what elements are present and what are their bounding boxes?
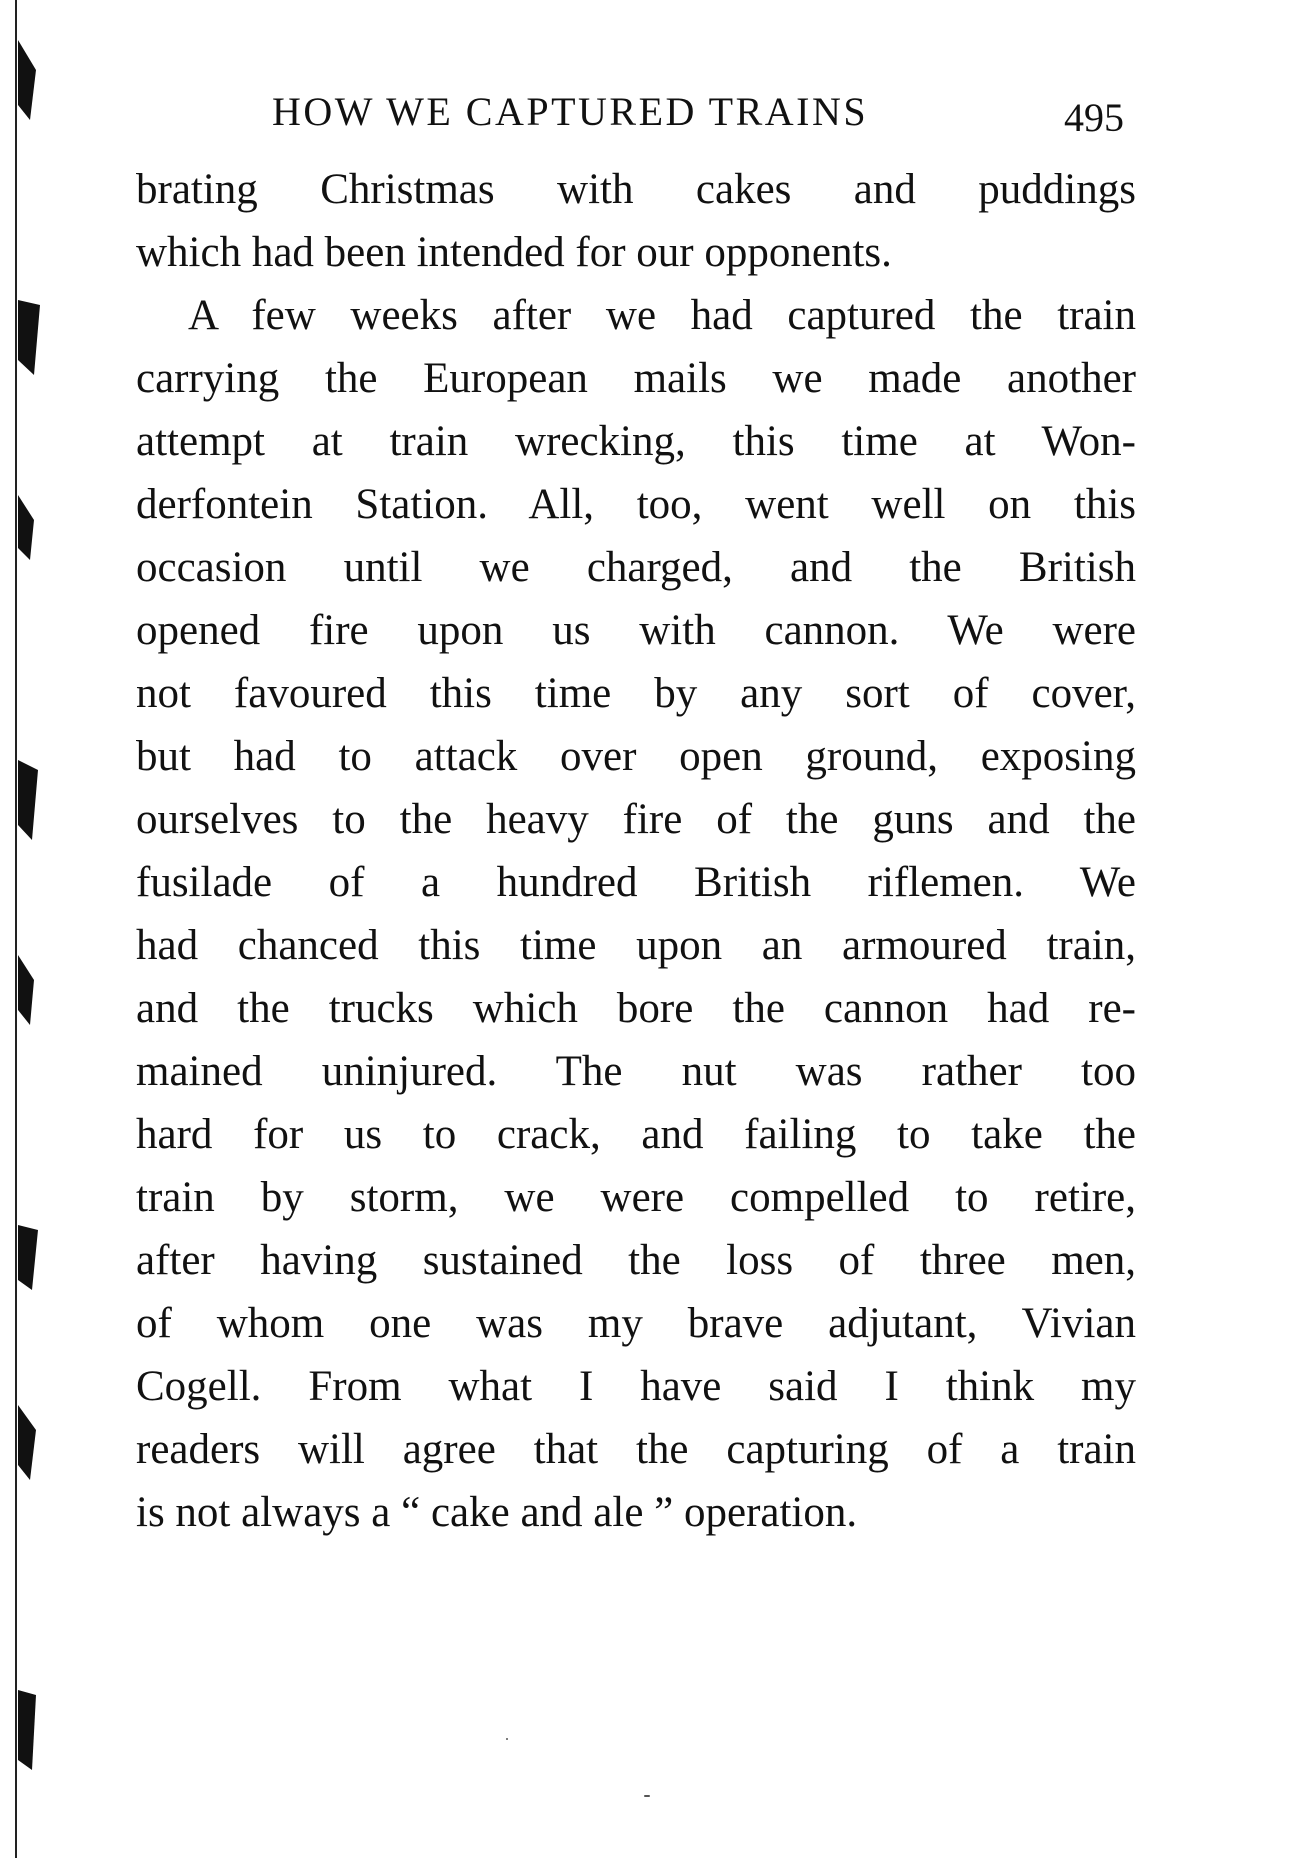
text-line: and the trucks which bore the cannon had re-: [136, 985, 1136, 1032]
text-line: derfontein Station. All, too, went well on this: [136, 481, 1136, 528]
paragraph-continued: [136, 158, 1136, 284]
text-line: had chanced this time upon an armoured train,: [136, 922, 1136, 969]
text-line: A few weeks after we had captured the train: [188, 292, 1136, 339]
paper-speck: [644, 1795, 650, 1797]
text-line: readers will agree that the capturing of a train: [136, 1426, 1136, 1473]
text-line: which had been intended for our opponents.: [136, 229, 892, 276]
text-line: ourselves to the heavy fire of the guns and the: [136, 796, 1136, 843]
binding-edge-marks: [6, 0, 46, 1858]
text-line: carrying the European mails we made another: [136, 355, 1136, 402]
text-line: not favoured this time by any sort of cover,: [136, 670, 1136, 717]
text-line: hard for us to crack, and failing to take the: [136, 1111, 1136, 1158]
text-line: fusilade of a hundred British riflemen. We: [136, 859, 1136, 906]
paragraph: [136, 284, 1136, 1544]
text-line: of whom one was my brave adjutant, Vivian: [136, 1300, 1136, 1347]
text-line: attempt at train wrecking, this time at Won-: [136, 418, 1136, 465]
text-line: but had to attack over open ground, exposing: [136, 733, 1136, 780]
text-line: opened fire upon us with cannon. We were: [136, 607, 1136, 654]
text-line: mained uninjured. The nut was rather too: [136, 1048, 1136, 1095]
body-text: [136, 158, 1136, 1544]
text-line: train by storm, we were compelled to retire,: [136, 1174, 1136, 1221]
text-line: brating Christmas with cakes and puddings: [136, 166, 1136, 213]
text-line: is not always a “ cake and ale ” operation.: [136, 1489, 858, 1536]
paper-speck: [506, 1738, 508, 1740]
text-line: occasion until we charged, and the British: [136, 544, 1136, 591]
text-line: after having sustained the loss of three men,: [136, 1237, 1136, 1284]
running-head: HOW WE CAPTURED TRAINS: [272, 89, 869, 134]
page-number: 495: [1064, 95, 1124, 140]
text-line: Cogell. From what I have said I think my: [136, 1363, 1136, 1410]
